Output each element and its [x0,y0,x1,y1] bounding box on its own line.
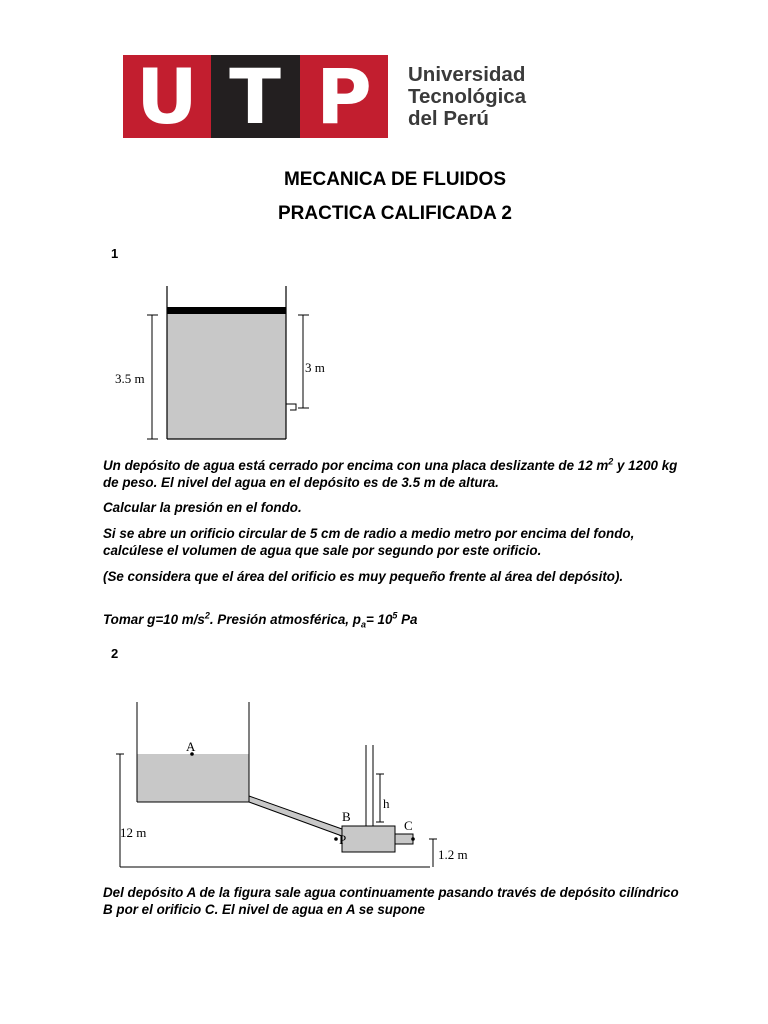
dim-label-12m: 12 m [120,825,147,840]
dim-label-total: 3.5 m [115,371,145,386]
problem2-paragraph: Del depósito A de la figura sale agua continuamente pasando través de depósito cilíndrico B por el orificio C. El nivel de agua en A se supone [103,885,679,917]
dim-label-water: 3 m [305,360,325,375]
tank-b [342,826,395,852]
logo-letter-t: T [229,52,281,141]
orifice-c [395,834,413,844]
course-title: MECANICA DE FLUIDOS [283,169,507,190]
university-name-line: Tecnológica [408,85,527,108]
logo-letter-u: U [136,52,198,141]
university-name-line: del Perú [408,107,489,130]
problem1-paragraph: Si se abre un orificio circular de 5 cm de radio a medio metro por encima del fondo, calcúlese el volumen de agua que sale por segundo por este orificio. [103,526,635,558]
problem-number: 1 [111,246,119,261]
problem1-paragraph: Un depósito de agua está cerrado por encima con una placa deslizante de 12 $m^2$ y 1200 kg de peso. El nivel del agua en el depósito es de 3.5 m de altura. [103,456,678,490]
connecting-pipe [249,796,342,836]
label-a: A [186,739,196,754]
exam-title: PRACTICA CALIFICADA 2 [278,203,512,224]
logo-letter-p: P [316,52,372,141]
problem-number: 2 [111,646,119,661]
dim-label-1-2m: 1.2 m [438,847,468,862]
problem1-paragraph: Calcular la presión en el fondo. [103,500,302,515]
problem1-paragraph: Tomar g=10 $m/s^2$. Presión atmosférica, $p_a= 10^5$ Pa [103,610,418,630]
tank-a-water [137,754,249,802]
label-h: h [383,796,390,811]
university-name-line: Universidad [408,63,526,86]
problem1-paragraph: (Se considera que el área del orificio es muy pequeño frente al área del depósito). [103,569,624,584]
label-b: B [342,809,351,824]
label-p: P [339,832,347,847]
label-c: C [404,818,413,833]
